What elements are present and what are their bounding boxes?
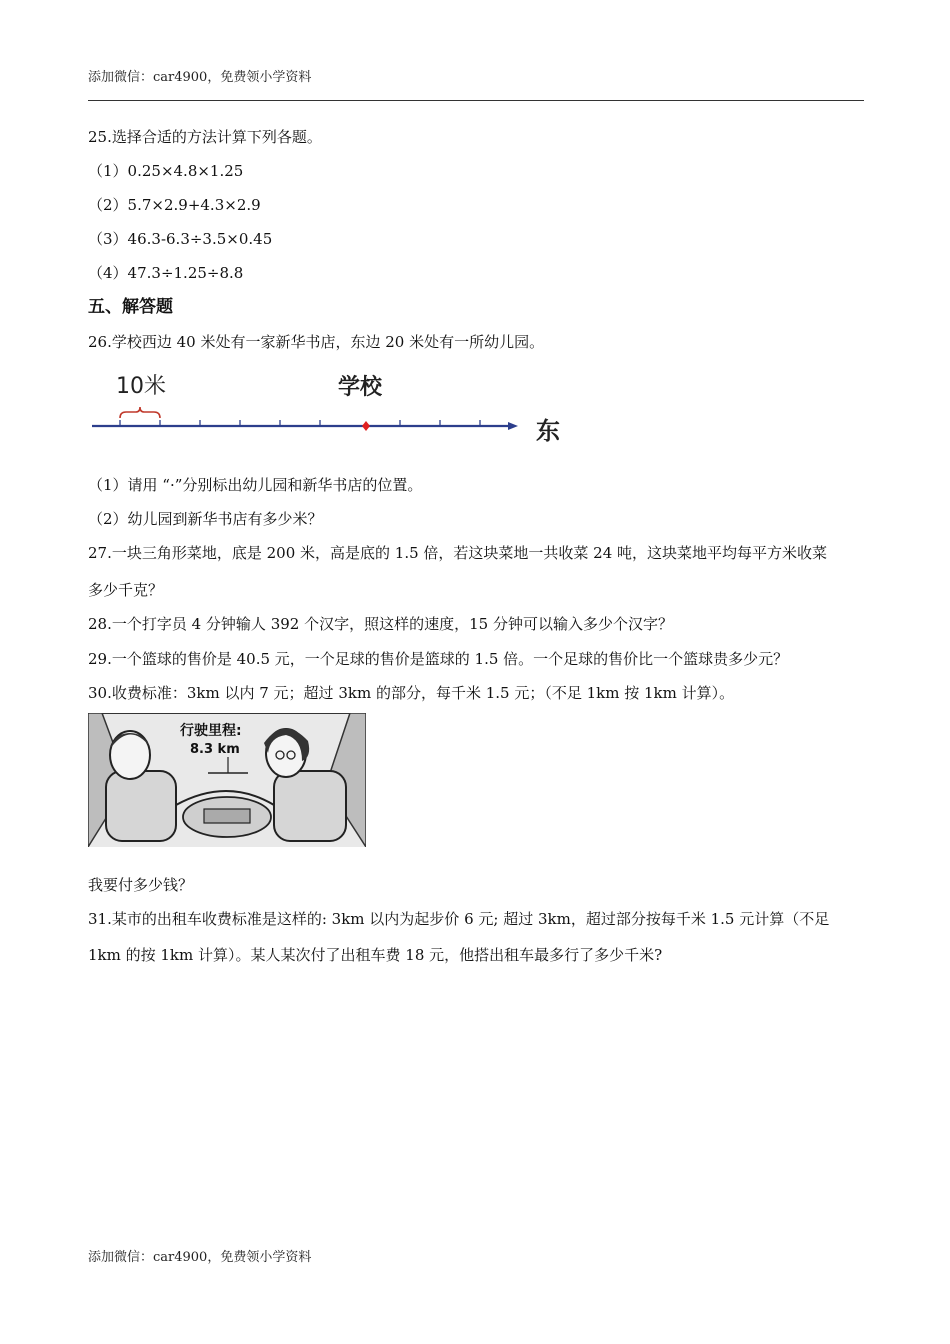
q26-title: 26.学校西边 40 米处有一家新华书店，东边 20 米处有一所幼儿园。 [88,333,545,351]
q30-text: 30.收费标准：3km 以内 7 元；超过 3km 的部分，每千米 1.5 元；（不足 1km 按 1km 计算）。 [88,684,735,702]
q27-line-1: 27.一块三角形菜地，底是 200 米，高是底的 1.5 倍，若这块菜地一共收菜 24 吨，这块菜地平均每平方米收菜 [88,544,828,562]
q26-sub-2: （2）幼儿园到新华书店有多少米？ [88,510,323,528]
meter-value: 8.3 km [190,742,240,757]
scale-label: 10米 [116,374,166,399]
q29-text: 29.一个篮球的售价是 40.5 元，一个足球的售价是篮球的 1.5 倍。一个足球的售价比一个篮球贵多少元？ [88,650,789,668]
number-line-arrow [508,422,518,430]
taxi-illustration [88,713,366,847]
q25-item-3: （3）46.3-6.3÷3.5×0.45 [88,230,273,248]
q26-sub-1: （1）请用 “·”分别标出幼儿园和新华书店的位置。 [88,476,423,494]
section-title: 五、解答题 [88,297,173,317]
east-label: 东 [536,417,560,445]
q30-question: 我要付多少钱？ [88,876,194,894]
q28-text: 28.一个打字员 4 分钟输人 392 个汉字，照这样的速度，15 分钟可以输入多少个汉字？ [88,615,673,633]
school-label: 学校 [338,375,383,400]
q31-line-2: 1km 的按 1km 计算）。某人某次付了出租车费 18 元，他搭出租车最多行了多少千米? [88,946,663,964]
page-header: 添加微信：car4900，免费领小学资料 [88,70,312,85]
q25-item-1: （1）0.25×4.8×1.25 [88,162,244,180]
scale-brace [120,407,160,418]
page-footer: 添加微信：car4900，免费领小学资料 [88,1250,312,1265]
number-line-figure [88,360,568,450]
q31-line-1: 31.某市的出租车收费标准是这样的: 3km 以内为起步价 6 元; 超过 3km，超过部分按每千米 1.5 元计算（不足 [88,910,830,928]
school-point [362,421,370,431]
meter-label: 行驶里程: [180,723,242,739]
q25-item-2: （2）5.7×2.9+4.3×2.9 [88,196,261,214]
q25-title: 25.选择合适的方法计算下列各题。 [88,128,322,146]
q27-line-2: 多少千克？ [88,581,164,599]
q25-item-4: （4）47.3÷1.25÷8.8 [88,264,244,282]
header-divider [88,100,864,101]
